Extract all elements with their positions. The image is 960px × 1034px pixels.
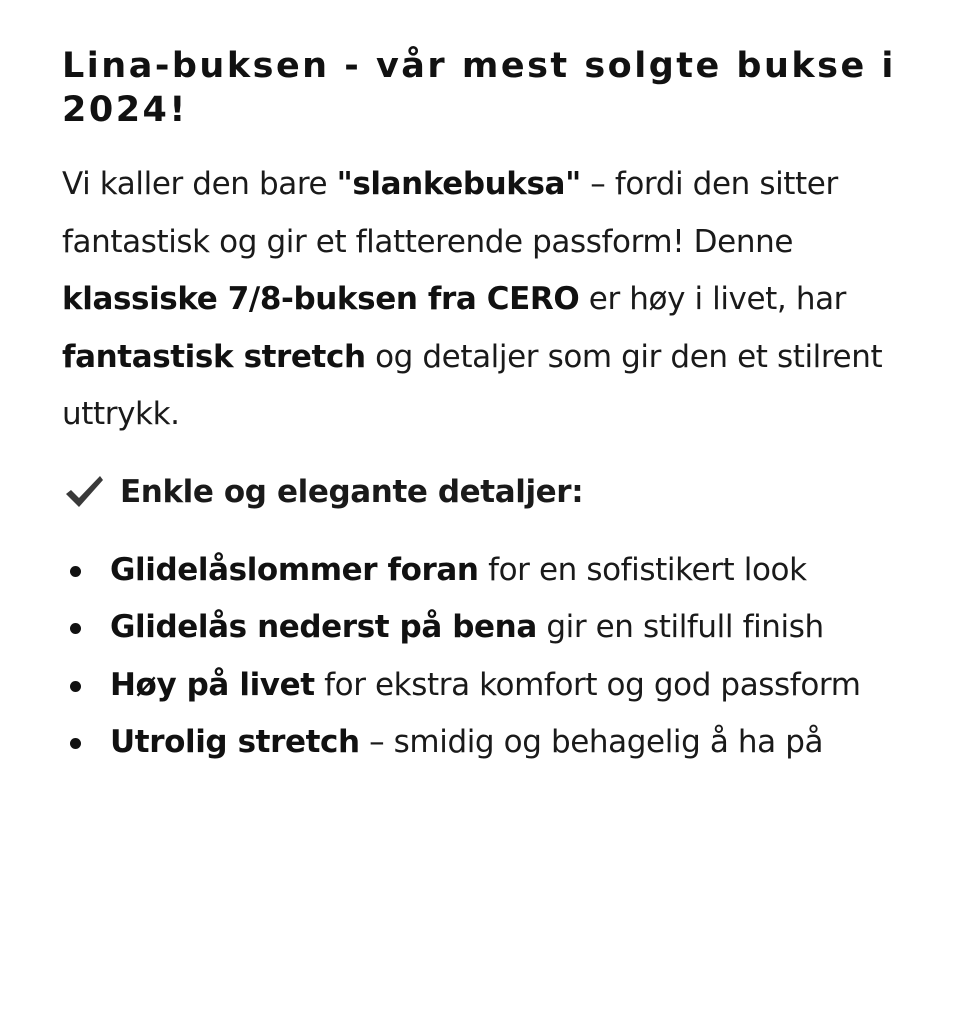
feature-text: for en sofistikert look <box>478 551 807 588</box>
features-heading-label: Enkle og elegante detaljer: <box>120 473 584 510</box>
feature-bold: Utrolig stretch <box>110 724 360 760</box>
product-description <box>62 44 922 772</box>
intro-bold-3: fantastisk stretch <box>62 338 366 375</box>
feature-bold: Glidelåslommer foran <box>110 551 479 588</box>
page-title: Lina-buksen - vår mest solgte bukse i 2024! <box>62 46 896 130</box>
feature-bold: Høy på livet <box>110 666 315 703</box>
check-mark-icon <box>62 472 106 512</box>
bullet-icon <box>70 738 81 749</box>
features-heading <box>62 470 922 514</box>
list-item <box>62 542 922 600</box>
intro-paragraph <box>62 156 922 444</box>
bullet-icon <box>70 566 81 577</box>
intro-bold-2: klassiske 7/8-buksen fra CERO <box>62 281 580 317</box>
intro-text-2: – fordi den sitter fantastisk og gir et flatterende passform! Denne <box>62 166 838 260</box>
features-list <box>62 542 922 772</box>
feature-text: – smidig og behagelig å ha på <box>359 724 824 760</box>
feature-text: for ekstra komfort og god passform <box>314 666 861 703</box>
bullet-icon <box>70 681 81 692</box>
intro-text-4: og detaljer som gir den et stilrent uttrykk. <box>62 338 883 432</box>
intro-text-3: er høy i livet, har <box>579 281 847 317</box>
feature-text: gir en stilfull finish <box>536 609 824 645</box>
list-item <box>62 714 922 772</box>
list-item <box>62 599 922 657</box>
bullet-icon <box>70 623 81 634</box>
list-item <box>62 657 922 715</box>
feature-bold: Glidelås nederst på bena <box>110 609 537 645</box>
intro-text-1: Vi kaller den bare <box>62 166 337 202</box>
intro-bold-1: "slankebuksa" <box>336 166 581 202</box>
